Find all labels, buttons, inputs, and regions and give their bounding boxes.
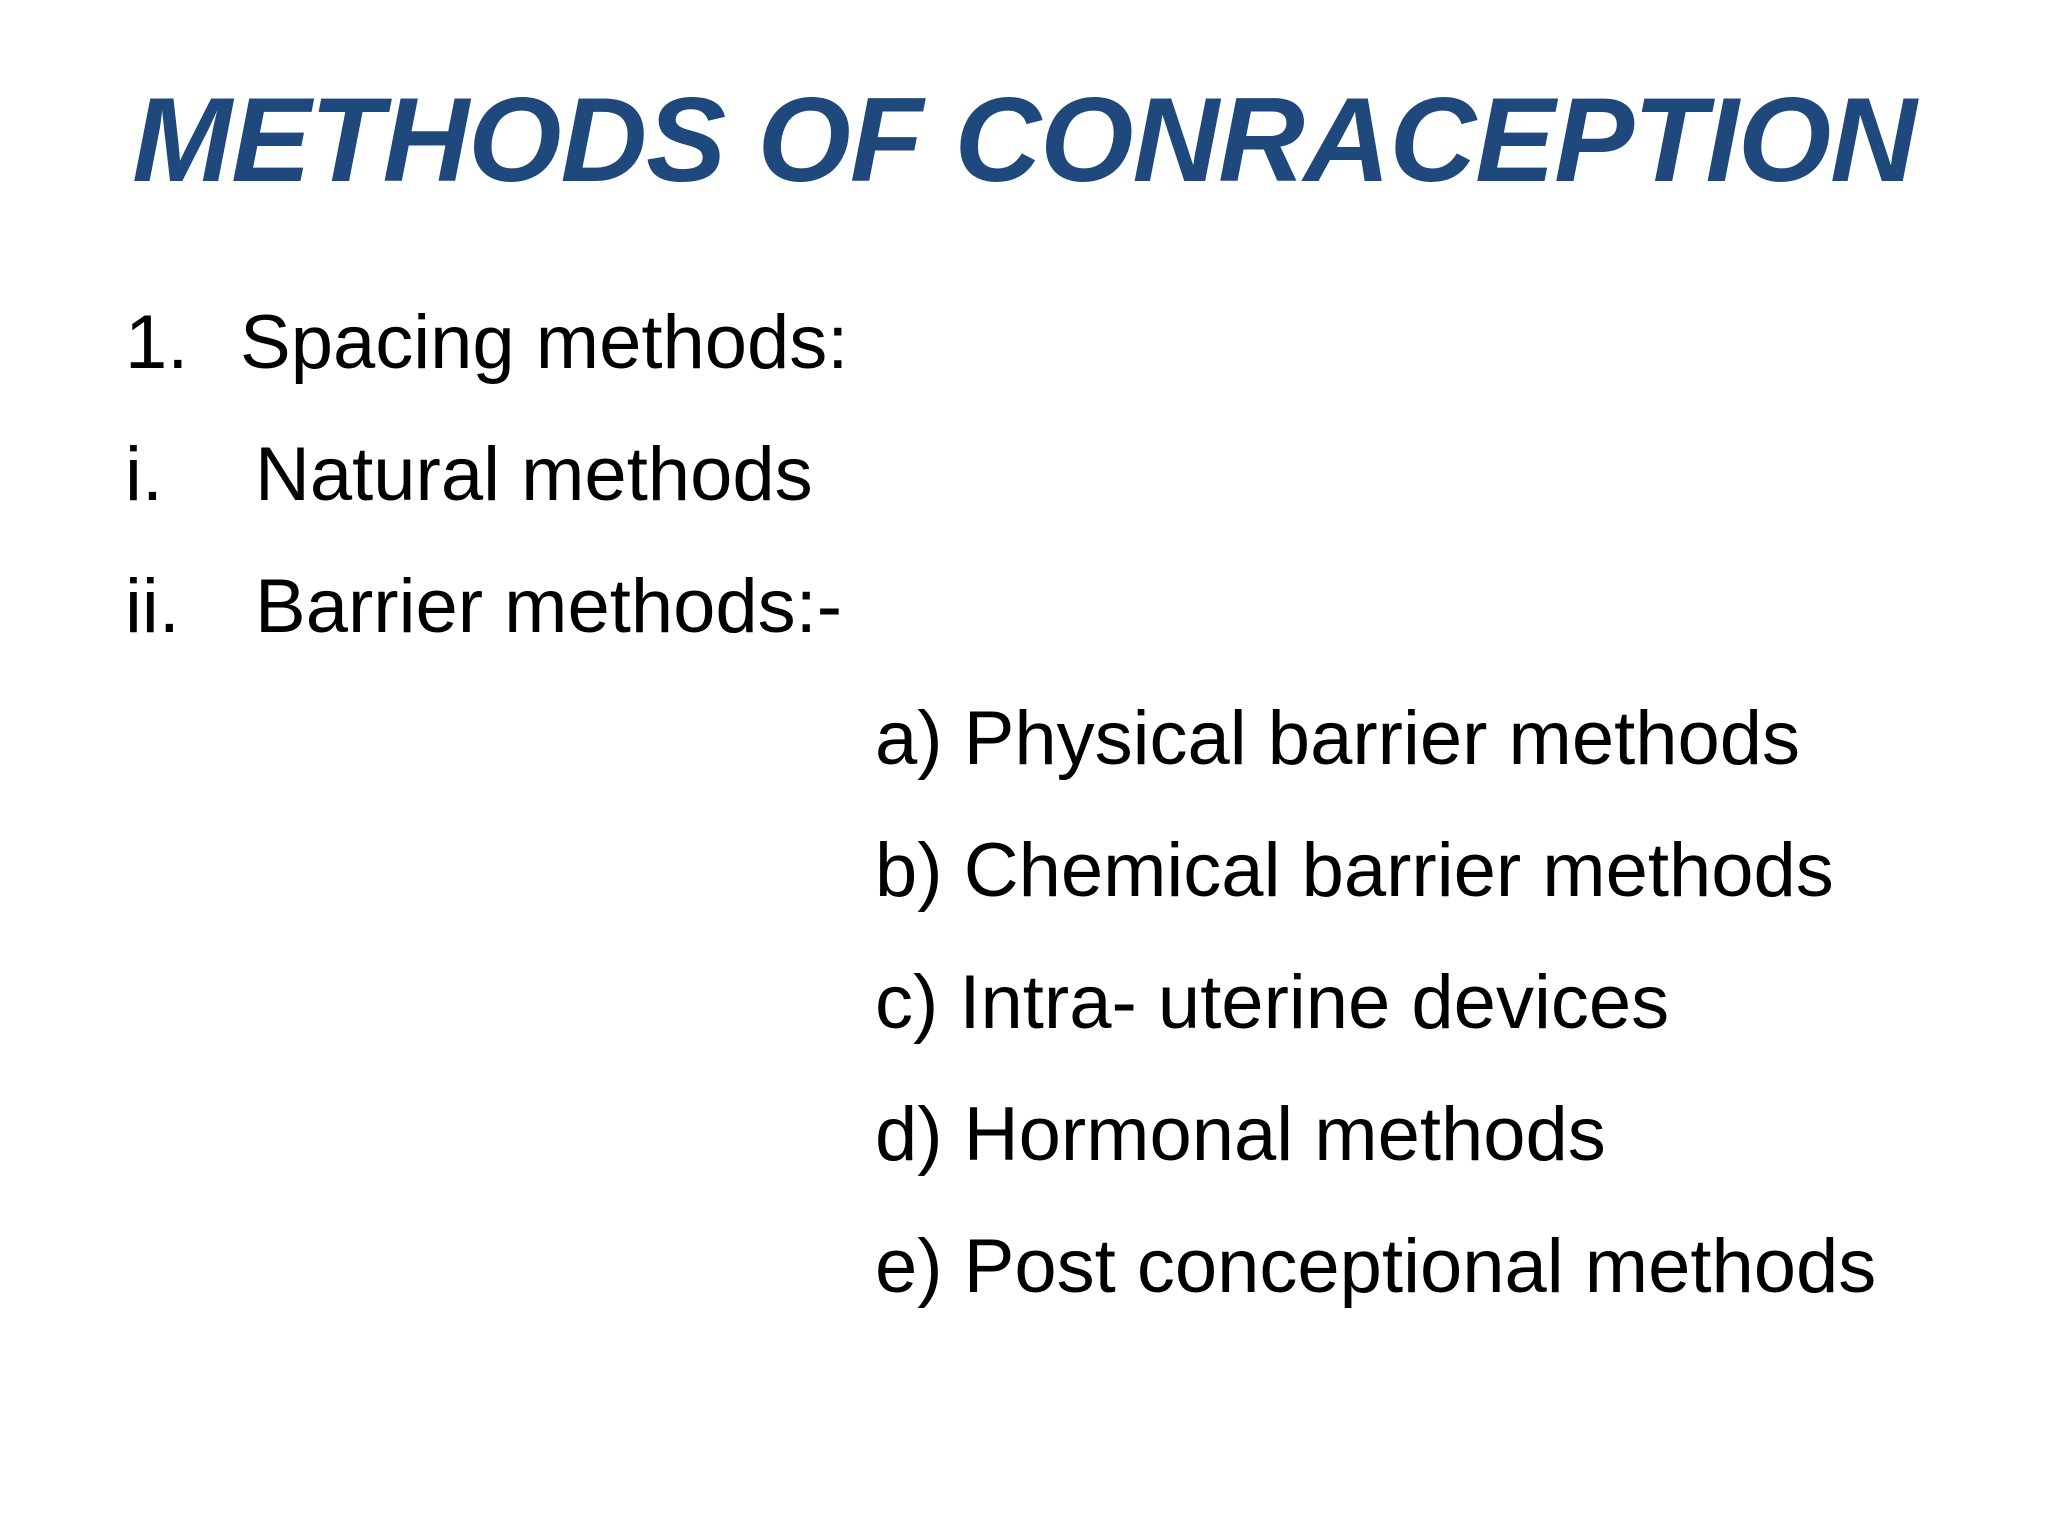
slide-title: METHODS OF CONRACEPTION	[132, 73, 1916, 207]
list-item-text: Natural methods	[255, 432, 813, 517]
list-marker: 1.	[125, 300, 189, 385]
list-item-text: Barrier methods:-	[255, 564, 843, 649]
list-item-text: Spacing methods:	[240, 300, 849, 385]
sub-item-post-conceptional: e) Post conceptional methods	[875, 1224, 1877, 1309]
sub-item-hormonal: d) Hormonal methods	[875, 1092, 1606, 1177]
sub-item-chemical-barrier: b) Chemical barrier methods	[875, 828, 1834, 913]
list-marker: i.	[125, 432, 163, 517]
list-marker: ii.	[125, 564, 180, 649]
sub-item-intra-uterine: c) Intra- uterine devices	[875, 960, 1670, 1045]
sub-item-physical-barrier: a) Physical barrier methods	[875, 696, 1801, 781]
